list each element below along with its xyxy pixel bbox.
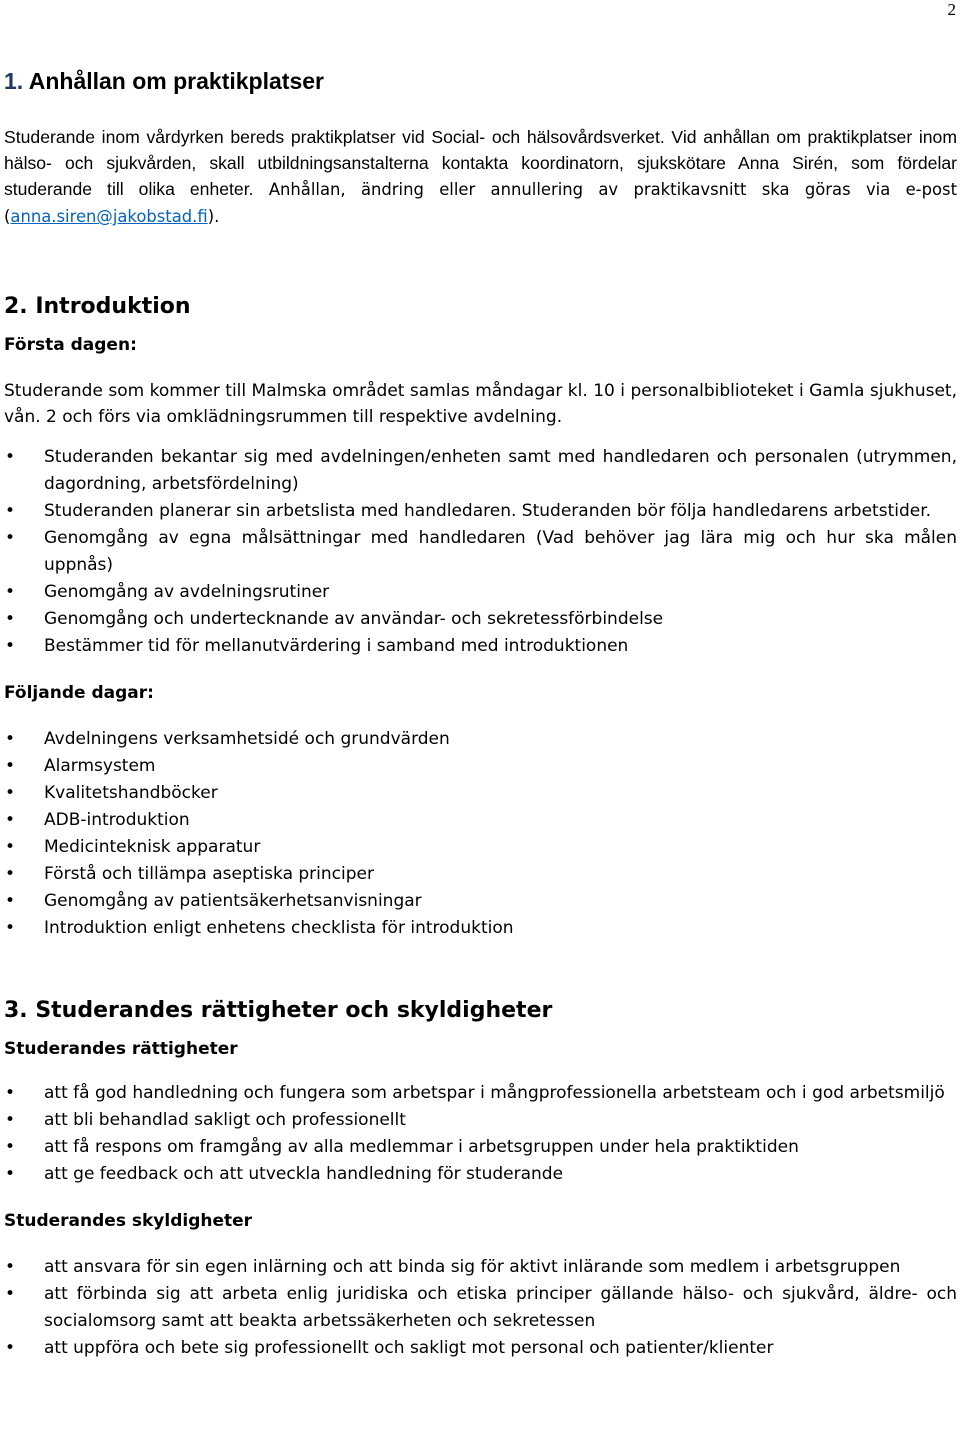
list-item	[4, 807, 957, 834]
section-1-text-a: Studerande inom vårdyrken bereds praktikplatser vid Social- och hälsovårdsverket. Vid anhållan om praktikplatser inom hälso- och sjukvården, skall utbildningsanstalterna kontakta koordinatorn, sjukskötare Anna Sirén, som fördelar studerande till olika enheter.	[4, 127, 957, 199]
section-1-heading	[4, 64, 957, 98]
list-item	[4, 1254, 957, 1281]
bullet-icon: •	[4, 810, 16, 830]
first-day-list	[4, 444, 957, 660]
list-item-text: att förbinda sig att arbeta enlig juridiska och etiska principer gällande hälso- och sjukvård, äldre- och socialomsorg samt att beakta arbetssäkerheten och sekretessen	[44, 1284, 957, 1331]
list-item-text: Medicinteknisk apparatur	[44, 837, 261, 857]
bullet-icon: •	[4, 1257, 16, 1277]
rights-title-text: Studerandes rättigheter	[4, 1039, 238, 1059]
bullet-icon: •	[4, 783, 16, 803]
list-item	[4, 753, 957, 780]
list-item-text: Kvalitetshandböcker	[44, 783, 218, 803]
bullet-icon: •	[4, 636, 16, 656]
section-1-text-b: Anhållan, ändring eller annullering av praktikavsnitt ska göras via e-post (	[4, 180, 957, 226]
list-item-text: Studeranden bekantar sig med avdelningen/enheten samt med handledaren och personalen (utrymmen, dagordning, arbetsfördelning)	[44, 447, 957, 494]
section-1-number: 1.	[4, 68, 24, 94]
list-item-text: att ge feedback och att utveckla handledning för studerande	[44, 1164, 564, 1184]
following-days-title-text: Följande dagar:	[4, 683, 154, 703]
duties-title-text: Studerandes skyldigheter	[4, 1211, 253, 1231]
list-item	[4, 726, 957, 753]
bullet-icon: •	[4, 1110, 16, 1130]
bullet-icon: •	[4, 837, 16, 857]
list-item-text: att ansvara för sin egen inlärning och att binda sig för aktivt inlärande som medlem i arbetsgruppen	[44, 1257, 901, 1277]
list-item	[4, 498, 957, 525]
list-item-text: att få respons om framgång av alla medlemmar i arbetsgruppen under hela praktiktiden	[44, 1137, 799, 1157]
list-item	[4, 834, 957, 861]
bullet-icon: •	[4, 1164, 16, 1184]
following-days-list	[4, 726, 957, 942]
first-day-title-text: Första dagen:	[4, 335, 137, 355]
list-item-text: att bli behandlad sakligt och professionellt	[44, 1110, 406, 1130]
bullet-icon: •	[4, 729, 16, 749]
list-item-text: Genomgång av avdelningsrutiner	[44, 582, 330, 602]
bullet-icon: •	[4, 528, 16, 548]
bullet-icon: •	[4, 864, 16, 884]
bullet-icon: •	[4, 918, 16, 938]
bullet-icon: •	[4, 447, 16, 467]
list-item	[4, 579, 957, 606]
bullet-icon: •	[4, 1137, 16, 1157]
list-item-text: Avdelningens verksamhetsidé och grundvärden	[44, 729, 450, 749]
list-item	[4, 1080, 957, 1107]
list-item-text: Bestämmer tid för mellanutvärdering i samband med introduktionen	[44, 636, 629, 656]
list-item-text: att få god handledning och fungera som arbetspar i mångprofessionella arbetsteam och i god arbetsmiljö	[44, 1083, 945, 1103]
list-item	[4, 888, 957, 915]
section-1-paragraph	[4, 124, 957, 230]
bullet-icon: •	[4, 501, 16, 521]
list-item	[4, 633, 957, 660]
bullet-icon: •	[4, 609, 16, 629]
list-item	[4, 1134, 957, 1161]
list-item-text: Genomgång och undertecknande av användar- och sekretessförbindelse	[44, 609, 664, 629]
email-link[interactable]: anna.siren@jakobstad.fi	[10, 207, 208, 226]
bullet-icon: •	[4, 891, 16, 911]
rights-title	[4, 1036, 957, 1062]
following-days-title	[4, 680, 957, 706]
bullet-icon: •	[4, 1083, 16, 1103]
list-item	[4, 525, 957, 579]
section-2-heading: 2. Introduktion	[4, 294, 191, 319]
page-number: 2	[947, 0, 956, 19]
list-item	[4, 1281, 957, 1335]
list-item-text: Introduktion enligt enhetens checklista för introduktion	[44, 918, 514, 938]
section-1-title: Anhållan om praktikplatser	[28, 68, 324, 94]
bullet-icon: •	[4, 1338, 16, 1358]
list-item	[4, 1107, 957, 1134]
list-item-text: Genomgång av patientsäkerhetsanvisningar	[44, 891, 422, 911]
list-item-text: ADB-introduktion	[44, 810, 190, 830]
bullet-icon: •	[4, 756, 16, 776]
list-item	[4, 861, 957, 888]
bullet-icon: •	[4, 582, 16, 602]
first-day-paragraph: Studerande som kommer till Malmska området samlas måndagar kl. 10 i personalbiblioteket i Gamla sjukhuset, vån. 2 och förs via omklädningsrummen till respektive avdelning.	[4, 381, 957, 427]
list-item-text: Alarmsystem	[44, 756, 156, 776]
list-item-text: att uppföra och bete sig professionellt och sakligt mot personal och patienter/klienter	[44, 1338, 774, 1358]
rights-list	[4, 1080, 957, 1188]
section-1-text-c: ).	[207, 207, 220, 226]
document-body	[4, 64, 957, 1362]
bullet-icon: •	[4, 1284, 16, 1304]
list-item	[4, 780, 957, 807]
list-item-text: Studeranden planerar sin arbetslista med handledaren. Studeranden bör följa handledarens arbetstider.	[44, 501, 932, 521]
list-item	[4, 915, 957, 942]
list-item	[4, 1335, 957, 1362]
list-item	[4, 444, 957, 498]
list-item	[4, 1161, 957, 1188]
first-day-title	[4, 332, 957, 358]
list-item	[4, 606, 957, 633]
duties-title	[4, 1208, 957, 1234]
duties-list	[4, 1254, 957, 1362]
list-item-text: Förstå och tillämpa aseptiska principer	[44, 864, 374, 884]
list-item-text: Genomgång av egna målsättningar med handledaren (Vad behöver jag lära mig och hur ska målen uppnås)	[44, 528, 957, 575]
section-3-heading: 3. Studerandes rättigheter och skyldigheter	[4, 998, 553, 1023]
